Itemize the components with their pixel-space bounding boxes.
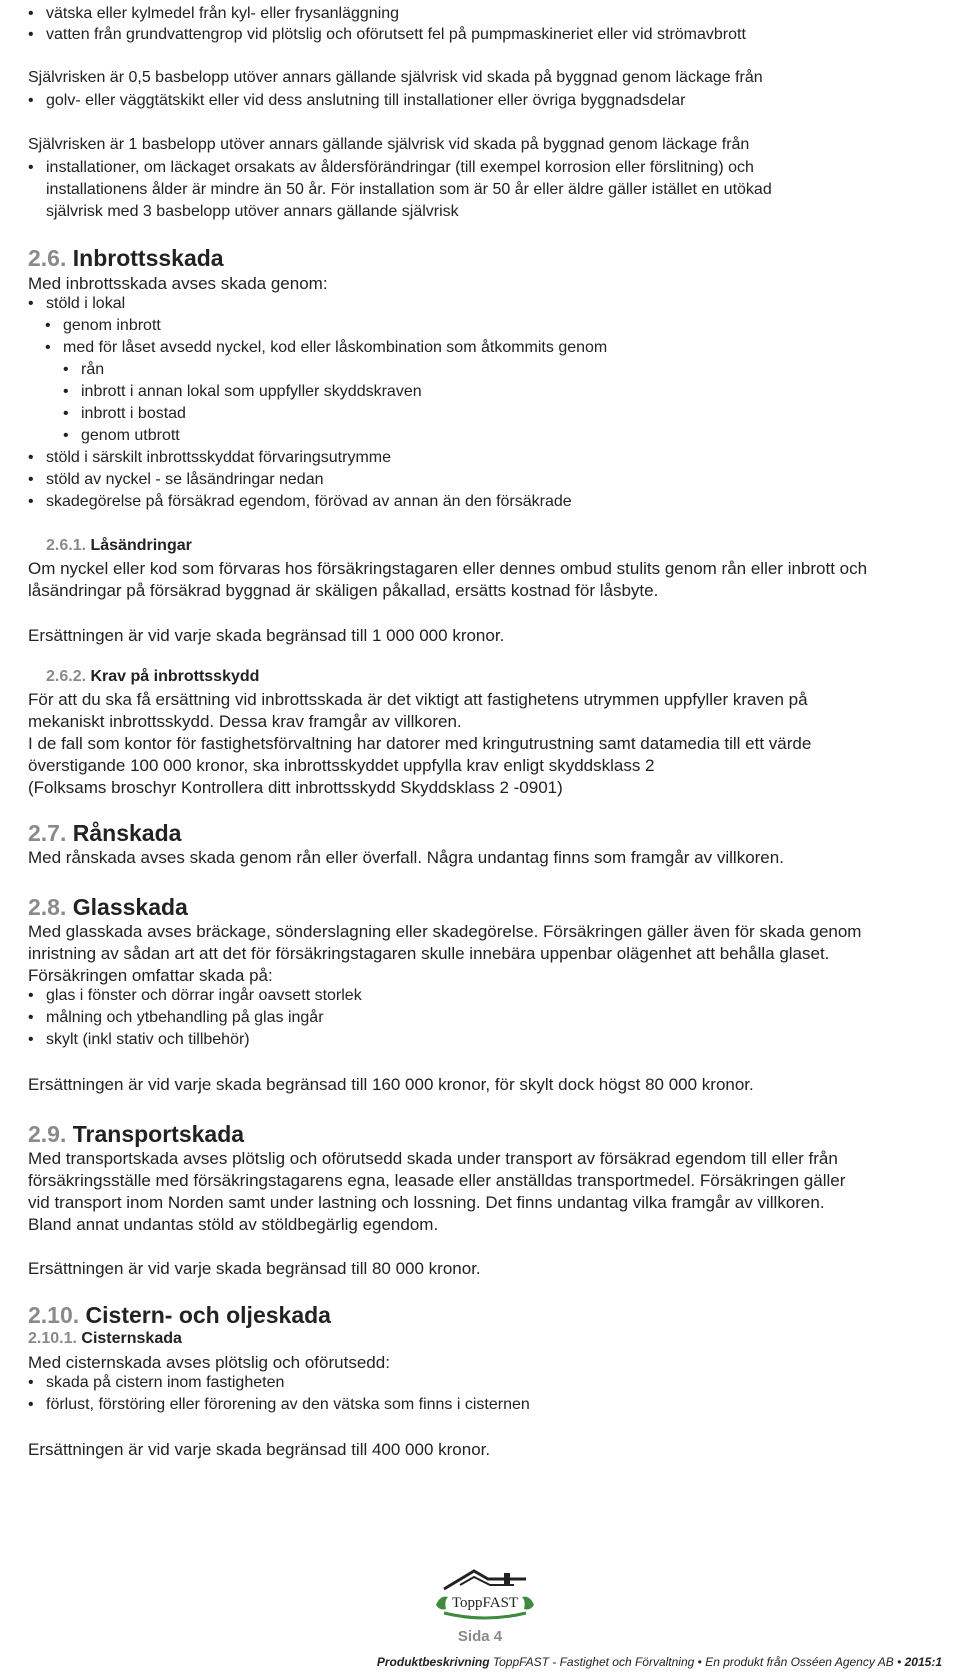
section-number: 2.9. bbox=[28, 1121, 67, 1147]
section-heading-2-9 bbox=[28, 1120, 244, 1148]
paragraph-line: Med glasskada avses bräckage, sönderslagning eller skadegörelse. Försäkringen gäller även för skada genom bbox=[28, 922, 862, 941]
section-number: 2.6.1. bbox=[46, 537, 87, 554]
section-number: 2.6. bbox=[28, 245, 67, 271]
list-item: • genom utbrott bbox=[81, 426, 180, 446]
section-title: Rånskada bbox=[72, 820, 182, 846]
limit-text: Ersättningen är vid varje skada begränsad till 160 000 kronor, för skylt dock högst 80 000 kronor. bbox=[28, 1075, 754, 1094]
list-item-continuation: självrisk med 3 basbelopp utöver annars gällande självrisk bbox=[46, 203, 459, 220]
list-item: • inbrott i bostad bbox=[81, 404, 186, 424]
section-title: Cistern- och oljeskada bbox=[85, 1302, 331, 1328]
list-item: • glas i fönster och dörrar ingår oavsett storlek bbox=[46, 986, 362, 1006]
section-title: Krav på inbrottsskydd bbox=[90, 668, 260, 685]
paragraph-line: mekaniskt inbrottsskydd. Dessa krav framgår av villkoren. bbox=[28, 712, 462, 731]
paragraph-line: låsändringar på försäkrad byggnad är skäligen påkallad, ersätts kostnad för låsbyte. bbox=[28, 581, 659, 600]
section-heading-2-7 bbox=[28, 819, 181, 847]
paragraph-line: inristning av sådan art att det för försäkringstagaren skulle innebära uppenbar olägenhet att behålla glaset. bbox=[28, 944, 830, 963]
section-heading-2-6 bbox=[28, 244, 224, 272]
list-item: • skylt (inkl stativ och tillbehör) bbox=[46, 1030, 250, 1050]
list-item-continuation: installationens ålder är mindre än 50 år. För installation som är 50 år eller äldre gäller istället en utökad bbox=[46, 181, 772, 198]
limit-text: Ersättningen är vid varje skada begränsad till 80 000 kronor. bbox=[28, 1259, 481, 1278]
list-item: • vatten från grundvattengrop vid plötslig och oförutsett fel på pumpmaskineriet eller vid strömavbrott bbox=[46, 25, 746, 45]
list-item: • målning och ytbehandling på glas ingår bbox=[46, 1008, 324, 1028]
paragraph-line: överstigande 100 000 kronor, ska inbrottsskyddet uppfylla krav enligt skyddsklass 2 bbox=[28, 756, 655, 775]
limit-text: Ersättningen är vid varje skada begränsad till 1 000 000 kronor. bbox=[28, 626, 505, 645]
paragraph-line: Försäkringen omfattar skada på: bbox=[28, 966, 273, 985]
paragraph-line: I de fall som kontor för fastighetsförvaltning har datorer med kringutrustning samt datamedia till ett värde bbox=[28, 734, 812, 753]
list-item: • vätska eller kylmedel från kyl- eller frysanläggning bbox=[46, 4, 399, 24]
section-heading-2-10 bbox=[28, 1301, 331, 1329]
section-title: Glasskada bbox=[72, 894, 188, 920]
paragraph-line: För att du ska få ersättning vid inbrottsskada är det viktigt att fastighetens utrymmen uppfyller kraven på bbox=[28, 690, 808, 709]
section-heading-2-8 bbox=[28, 893, 188, 921]
subsection-heading-2-10-1 bbox=[28, 1329, 182, 1349]
list-item: • skadegörelse på försäkrad egendom, förövad av annan än den försäkrade bbox=[46, 492, 572, 512]
footer bbox=[377, 1655, 942, 1669]
footer-product-label: Produktbeskrivning bbox=[376, 1655, 490, 1669]
list-item: • förlust, förstöring eller förorening av den vätska som finns i cisternen bbox=[46, 1395, 530, 1415]
paragraph-line: Med transportskada avses plötslig och oförutsedd skada under transport av försäkrad egendom till eller från bbox=[28, 1149, 838, 1168]
paragraph: Självrisken är 0,5 basbelopp utöver annars gällande självrisk vid skada på byggnad genom läckage från bbox=[28, 69, 763, 86]
subsection-heading-2-6-2 bbox=[46, 667, 259, 687]
house-roof-icon bbox=[430, 1565, 540, 1623]
list-item: • inbrott i annan lokal som uppfyller skyddskraven bbox=[81, 382, 422, 402]
logo-text: ToppFAST bbox=[451, 1595, 519, 1611]
section-title: Inbrottsskada bbox=[72, 245, 224, 271]
footer-version: 2015:1 bbox=[904, 1655, 942, 1669]
paragraph: Självrisken är 1 basbelopp utöver annars gällande självrisk vid skada på byggnad genom läckage från bbox=[28, 136, 750, 153]
paragraph: Med rånskada avses skada genom rån eller överfall. Några undantag finns som framgår av villkoren. bbox=[28, 848, 784, 867]
paragraph: Med inbrottsskada avses skada genom: bbox=[28, 274, 328, 293]
section-number: 2.10. bbox=[28, 1302, 80, 1328]
list-item: • skada på cistern inom fastigheten bbox=[46, 1373, 284, 1393]
section-number: 2.7. bbox=[28, 820, 67, 846]
list-item: • rån bbox=[81, 360, 104, 380]
paragraph-line: Bland annat undantas stöld av stöldbegärlig egendom. bbox=[28, 1215, 439, 1234]
list-item: • genom inbrott bbox=[63, 316, 161, 336]
paragraph-line: försäkringsställe med försäkringstagarens egna, leasade eller anställdas transportmedel. Försäkringen gäller bbox=[28, 1171, 846, 1190]
list-item: • stöld av nyckel - se låsändringar nedan bbox=[46, 470, 324, 490]
list-item: • med för låset avsedd nyckel, kod eller låskombination som åtkommits genom bbox=[63, 338, 607, 358]
toppfast-logo bbox=[430, 1565, 540, 1623]
page-number: Sida 4 bbox=[457, 1628, 503, 1645]
section-number: 2.10.1. bbox=[28, 1330, 77, 1347]
section-number: 2.8. bbox=[28, 894, 67, 920]
subsection-heading-2-6-1 bbox=[46, 536, 192, 556]
paragraph-line: vid transport inom Norden samt under lastning och lossning. Det finns undantag vilka framgår av villkoren. bbox=[28, 1193, 825, 1212]
list-item: • golv- eller väggtätskikt eller vid dess anslutning till installationer eller övriga byggnadsdelar bbox=[46, 91, 685, 111]
section-title: Transportskada bbox=[72, 1121, 245, 1147]
paragraph-line: (Folksams broschyr Kontrollera ditt inbrottsskydd Skyddsklass 2 -0901) bbox=[28, 778, 563, 797]
footer-description: ToppFAST - Fastighet och Förvaltning • En produkt från Osséen Agency AB • bbox=[489, 1655, 905, 1669]
list-item: • installationer, om läckaget orsakats av åldersförändringar (till exempel korrosion eller förslitning) och bbox=[46, 158, 754, 178]
section-number: 2.6.2. bbox=[46, 668, 87, 685]
paragraph-line: Om nyckel eller kod som förvaras hos försäkringstagaren eller dennes ombud stulits genom rån eller inbrott och bbox=[28, 559, 868, 578]
paragraph: Med cisternskada avses plötslig och oförutsedd: bbox=[28, 1353, 390, 1372]
list-item: • stöld i särskilt inbrottsskyddat förvaringsutrymme bbox=[46, 448, 391, 468]
list-item: • stöld i lokal bbox=[46, 294, 125, 314]
section-title: Låsändringar bbox=[90, 537, 192, 554]
section-title: Cisternskada bbox=[81, 1330, 182, 1347]
limit-text: Ersättningen är vid varje skada begränsad till 400 000 kronor. bbox=[28, 1440, 491, 1459]
